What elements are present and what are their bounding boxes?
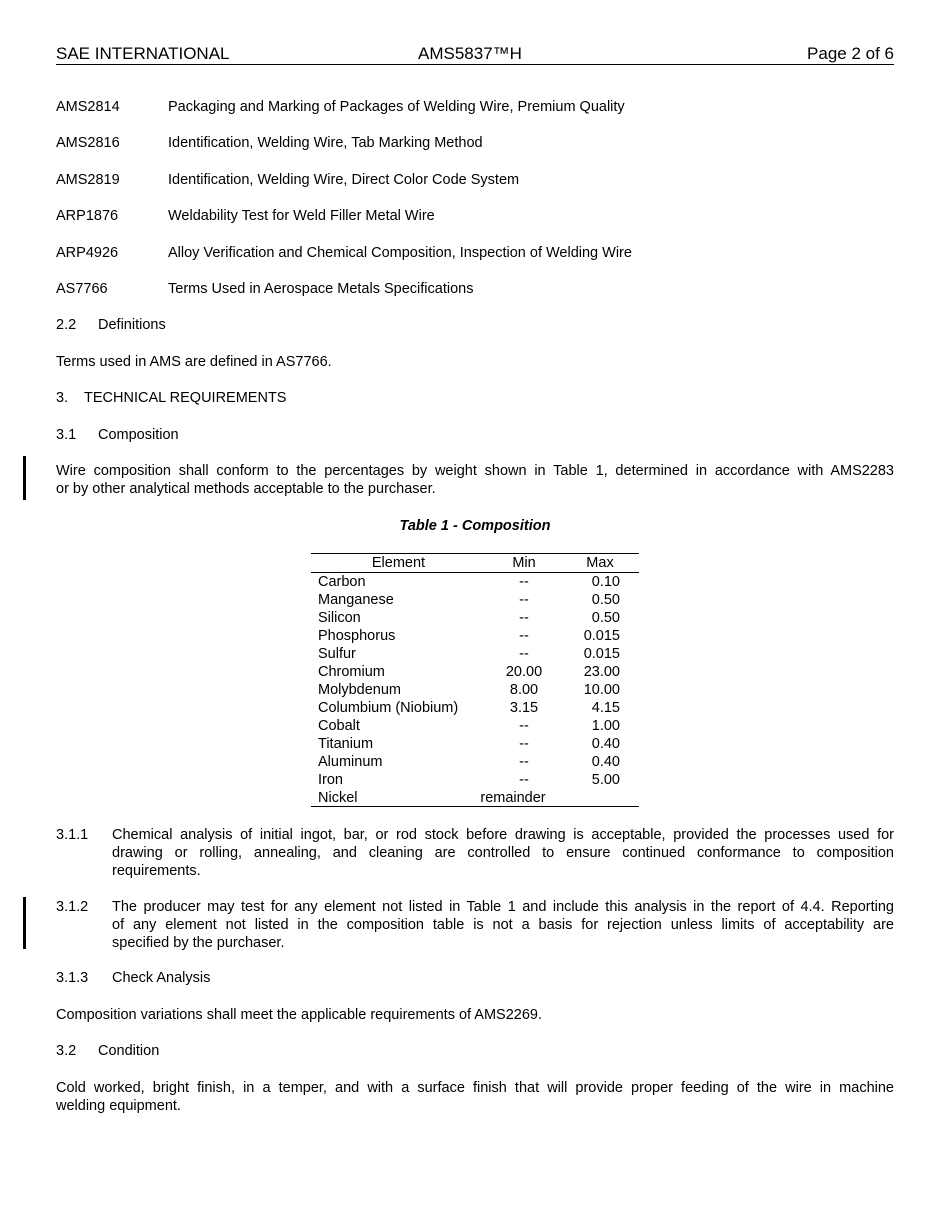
cell-min: --	[519, 628, 529, 644]
cell-element: Iron	[318, 772, 343, 788]
section-title: Check Analysis	[112, 970, 211, 986]
header-organization: SAE INTERNATIONAL	[56, 44, 230, 63]
section-heading-3-1	[56, 425, 179, 445]
table-bottom-rule	[311, 806, 639, 807]
cell-element: Columbium (Niobium)	[318, 700, 459, 716]
cell-max: 4.15	[591, 700, 620, 716]
table-row	[311, 663, 639, 681]
revision-bar	[23, 456, 26, 500]
cell-max: 0.015	[583, 628, 620, 644]
cell-element: Nickel	[318, 790, 358, 806]
table-caption: Table 1 - Composition	[399, 518, 551, 534]
reference-code: AMS2816	[56, 135, 120, 151]
cell-element: Titanium	[318, 736, 374, 752]
section-heading-3-1-3	[56, 968, 210, 988]
cell-element: Chromium	[318, 664, 385, 680]
definitions-text: Terms used in AMS are defined in AS7766.	[56, 354, 332, 370]
cell-max: 1.00	[591, 718, 620, 734]
table-row	[311, 699, 639, 717]
composition-paragraph	[56, 462, 894, 498]
paragraph-line: or by other analytical methods acceptable to the purchaser.	[56, 481, 436, 497]
reference-code: AS7766	[56, 281, 108, 297]
section-number: 2.2	[56, 317, 77, 333]
reference-item	[56, 279, 894, 299]
cell-max: 0.50	[591, 592, 620, 608]
cell-min: --	[519, 754, 529, 770]
table-row	[311, 717, 639, 735]
paragraph-line: requirements.	[112, 863, 201, 879]
reference-code: ARP1876	[56, 208, 119, 224]
section-number: 3.1	[56, 427, 77, 443]
table-row	[311, 735, 639, 753]
paragraph-line: The producer may test for any element not listed in Table 1 and include this analysis in the report of 4.4. Reporting	[112, 899, 894, 915]
cell-element: Phosphorus	[318, 628, 396, 644]
cell-element: Carbon	[318, 574, 366, 590]
reference-item	[56, 170, 894, 190]
reference-title: Identification, Welding Wire, Tab Marking Method	[168, 135, 483, 151]
section-number: 3.	[56, 390, 69, 406]
header-document-number: AMS5837™H	[418, 44, 522, 63]
cell-min: remainder	[480, 790, 546, 806]
paragraph-line: Wire composition shall conform to the percentages by weight shown in Table 1, determined in accordance with AMS2283	[56, 463, 894, 479]
section-title: Composition	[98, 427, 179, 443]
reference-title: Alloy Verification and Chemical Composition, Inspection of Welding Wire	[168, 245, 632, 261]
reference-title: Packaging and Marking of Packages of Welding Wire, Premium Quality	[168, 99, 625, 115]
reference-code: AMS2819	[56, 172, 120, 188]
table-row	[311, 753, 639, 771]
section-3-1-2	[56, 898, 894, 952]
paragraph-line: drawing or rolling, annealing, and cleaning are controlled to ensure continued conformance to composition	[112, 845, 894, 861]
cell-min: --	[519, 610, 529, 626]
paragraph-line: Chemical analysis of initial ingot, bar, or rod stock before drawing is acceptable, provided the processes used for	[112, 827, 894, 843]
reference-code: AMS2814	[56, 99, 120, 115]
table-row	[311, 771, 639, 789]
paragraph-line: of any element not listed in the composition table is not a basis for rejection unless limits of acceptability are	[112, 917, 894, 933]
header-max: Max	[586, 555, 614, 571]
section-title: TECHNICAL REQUIREMENTS	[84, 390, 287, 406]
cell-max: 0.50	[591, 610, 620, 626]
cell-min: 8.00	[509, 682, 539, 698]
table-row	[311, 681, 639, 699]
header-page-number: Page 2 of 6	[807, 44, 894, 63]
section-number: 3.1.2	[56, 899, 89, 915]
table-row	[311, 573, 639, 591]
table-row	[311, 609, 639, 627]
section-number: 3.1.1	[56, 827, 89, 843]
cell-max: 0.10	[591, 574, 620, 590]
table-row	[311, 645, 639, 663]
cell-min: 20.00	[505, 664, 543, 680]
table-header-row	[311, 554, 639, 572]
section-title: Condition	[98, 1043, 160, 1059]
reference-item	[56, 133, 894, 153]
cell-element: Cobalt	[318, 718, 360, 734]
cell-min: --	[519, 772, 529, 788]
reference-title: Identification, Welding Wire, Direct Color Code System	[168, 172, 520, 188]
cell-min: --	[519, 718, 529, 734]
section-number: 3.1.3	[56, 970, 89, 986]
cell-min: --	[519, 736, 529, 752]
reference-item	[56, 206, 894, 226]
condition-paragraph	[56, 1079, 894, 1115]
reference-item	[56, 97, 894, 117]
section-number: 3.2	[56, 1043, 77, 1059]
cell-max: 0.40	[591, 736, 620, 752]
cell-element: Manganese	[318, 592, 394, 608]
table-row	[311, 789, 639, 807]
cell-min: --	[519, 574, 529, 590]
page-header	[56, 44, 894, 65]
revision-bar	[23, 897, 26, 949]
section-heading-3-2	[56, 1041, 159, 1061]
reference-code: ARP4926	[56, 245, 119, 261]
section-3-1-1	[56, 826, 894, 880]
header-element: Element	[371, 555, 426, 571]
reference-title: Terms Used in Aerospace Metals Specifications	[168, 281, 474, 297]
table-row	[311, 591, 639, 609]
cell-min: --	[519, 646, 529, 662]
cell-element: Silicon	[318, 610, 361, 626]
cell-max: 10.00	[583, 682, 620, 698]
cell-element: Molybdenum	[318, 682, 402, 698]
cell-element: Sulfur	[318, 646, 356, 662]
cell-max: 0.40	[591, 754, 620, 770]
header-min: Min	[512, 555, 536, 571]
cell-min: --	[519, 592, 529, 608]
section-title: Definitions	[98, 317, 166, 333]
paragraph-line: welding equipment.	[56, 1098, 181, 1114]
paragraph-line: Cold worked, bright finish, in a temper, and with a surface finish that will provide proper feeding of the wire in machine	[56, 1080, 894, 1096]
reference-item	[56, 243, 894, 263]
check-analysis-text: Composition variations shall meet the applicable requirements of AMS2269.	[56, 1007, 543, 1023]
table-row	[311, 627, 639, 645]
cell-max: 5.00	[591, 772, 620, 788]
cell-element: Aluminum	[318, 754, 383, 770]
cell-min: 3.15	[509, 700, 539, 716]
section-heading-3	[56, 388, 286, 408]
section-heading-2-2	[56, 315, 166, 335]
cell-max: 0.015	[583, 646, 620, 662]
paragraph-line: specified by the purchaser.	[112, 935, 285, 951]
cell-max: 23.00	[583, 664, 620, 680]
reference-title: Weldability Test for Weld Filler Metal Wire	[168, 208, 435, 224]
